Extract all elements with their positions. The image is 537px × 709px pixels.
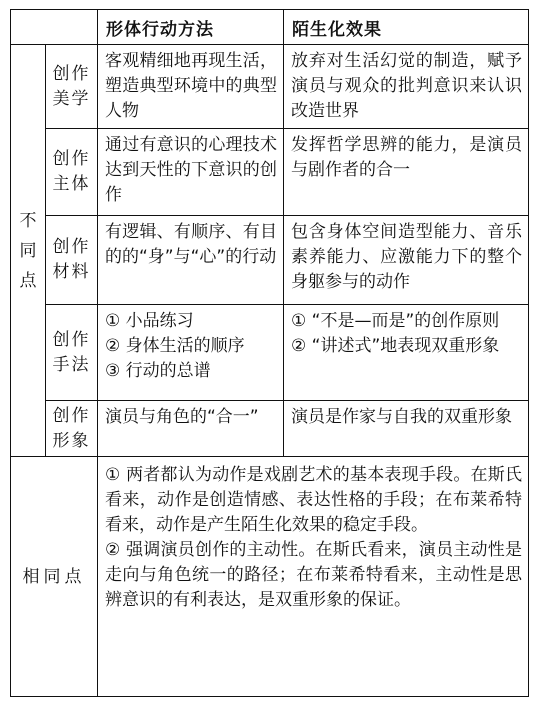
table-row [11, 216, 529, 305]
same-point-paragraph: ② 强调演员创作的主动性。在斯氏看来，演员主动性是走向与角色统一的路径；在布莱希特看来，主动性是思辨意识的有利表达，是双重形象的保证。 [105, 540, 522, 610]
list-item: ② 身体生活的顺序 [105, 336, 245, 356]
effect-list-cell [284, 305, 529, 401]
diff-label-char: 同 [19, 240, 37, 261]
effect-cell: 放弃对生活幻觉的制造，赋予演员与观众的批判意识来认识改造世界 [284, 45, 529, 129]
method-cell: 客观精细地再现生活，塑造典型环境中的典型人物 [98, 45, 284, 129]
method-cell: 有逻辑、有顺序、有目的的“身”与“心”的行动 [98, 216, 284, 305]
diff-label-char: 不 [19, 210, 37, 231]
table-row [11, 305, 529, 401]
same-points-row [11, 457, 529, 697]
list-item: ① “不是—而是”的创作原则 [291, 311, 500, 331]
category-cell: 创作手法 [46, 305, 98, 401]
same-points-cell [98, 457, 529, 697]
category-cell: 创作形象 [46, 401, 98, 457]
header-method: 形体行动方法 [98, 10, 284, 45]
same-point-paragraph: ① 两者都认为动作是戏剧艺术的基本表现手段。在斯氏看来，动作是创造情感、表达性格的手段；在布莱希特看来，动作是产生陌生化效果的稳定手段。 [105, 465, 522, 535]
category-cell: 创作主体 [46, 129, 98, 216]
table-row [11, 45, 529, 129]
method-list-cell [98, 305, 284, 401]
category-cell: 创作美学 [46, 45, 98, 129]
diff-label-char: 点 [19, 270, 37, 291]
list-item: ① 小品练习 [105, 311, 194, 331]
header-row [11, 10, 529, 45]
header-effect: 陌生化效果 [284, 10, 529, 45]
list-item: ② “讲述式”地表现双重形象 [291, 336, 500, 356]
comparison-table [10, 9, 529, 697]
method-cell: 通过有意识的心理技术达到天性的下意识的创作 [98, 129, 284, 216]
effect-cell: 包含身体空间造型能力、音乐素养能力、应激能力下的整个身躯参与的动作 [284, 216, 529, 305]
list-item: ③ 行动的总谱 [105, 361, 211, 381]
header-corner-cell [11, 10, 98, 45]
table-row [11, 129, 529, 216]
effect-cell: 演员是作家与自我的双重形象 [284, 401, 529, 457]
category-cell: 创作材料 [46, 216, 98, 305]
table-row [11, 401, 529, 457]
effect-cell: 发挥哲学思辨的能力，是演员与剧作者的合一 [284, 129, 529, 216]
same-group-label: 相同点 [11, 457, 98, 697]
diff-group-label [11, 45, 46, 457]
method-cell: 演员与角色的“合一” [98, 401, 284, 457]
